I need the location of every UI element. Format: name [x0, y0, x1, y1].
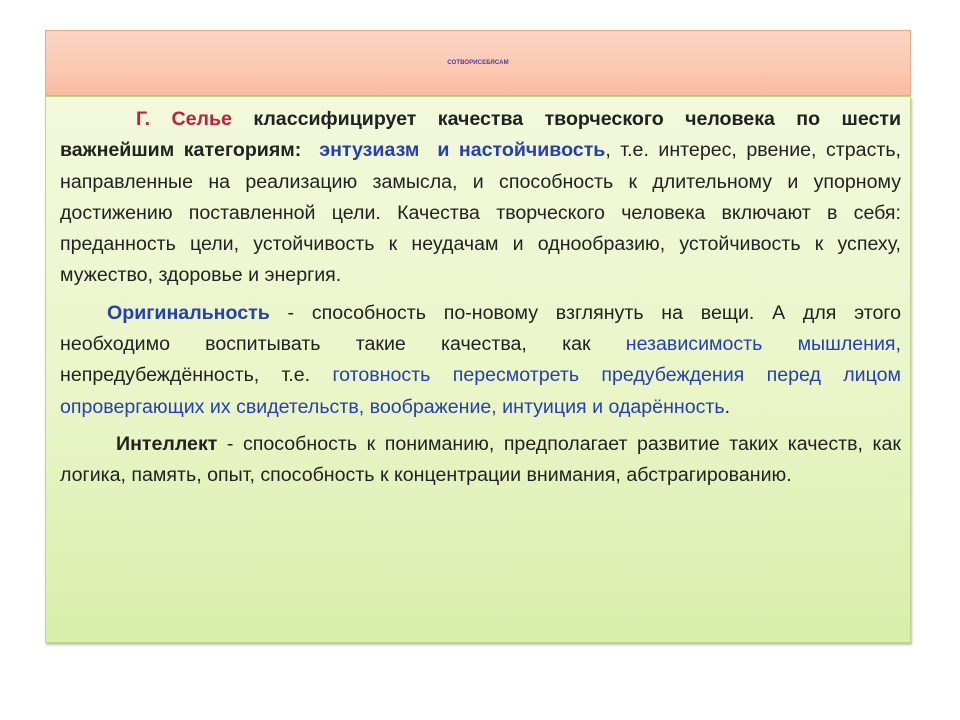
author-name: Г. Селье — [136, 108, 232, 130]
body-text — [60, 104, 901, 498]
content-box — [45, 96, 911, 643]
paragraph-rest: , т.е. интерес, рвение, страсть, направленные на реализацию замысла, и способность к длительному и упорному достижению поставленной цели. Качества творческого человека включают в себя: преданность цели, устойчивость к неудачам и однообразию, устойчивость к успеху, мужество, здоровье и энергия. — [60, 139, 901, 287]
slide-title: СОТВОРИСЕБЯСАМ — [447, 60, 509, 66]
originality-highlight-2: готовность пересмотреть предубеждения перед лицом опровергающих их свидетельств, воображение, интуиция и одарённость — [60, 364, 901, 418]
originality-end: . — [724, 395, 731, 418]
intellect-text: - способность к пониманию, предполагает развитие таких качеств, как логика, память, опыт, способность к концентрации внимания, абстрагированию. — [60, 432, 901, 487]
term-enthusiasm: энтузиазм — [319, 139, 420, 162]
paragraph-selye — [60, 104, 901, 292]
term-persistence: и настойчивость — [437, 139, 606, 162]
paragraph-intellect — [60, 429, 901, 492]
originality-text-2: непредубеждённость, т.е. — [60, 364, 333, 387]
term-originality: Оригинальность — [107, 301, 270, 324]
originality-highlight-1: независимость мышления, — [625, 333, 901, 356]
term-intellect: Интеллект — [116, 432, 218, 455]
paragraph-originality — [60, 298, 901, 423]
slide-header — [45, 30, 911, 96]
paragraph-lead: классифицирует качества творческого человека по шести важнейшим категориям: — [60, 108, 901, 162]
originality-text-1: - способность по-новому взглянуть на вещи. А для этого необходимо воспитывать такие качества, как — [60, 301, 901, 356]
